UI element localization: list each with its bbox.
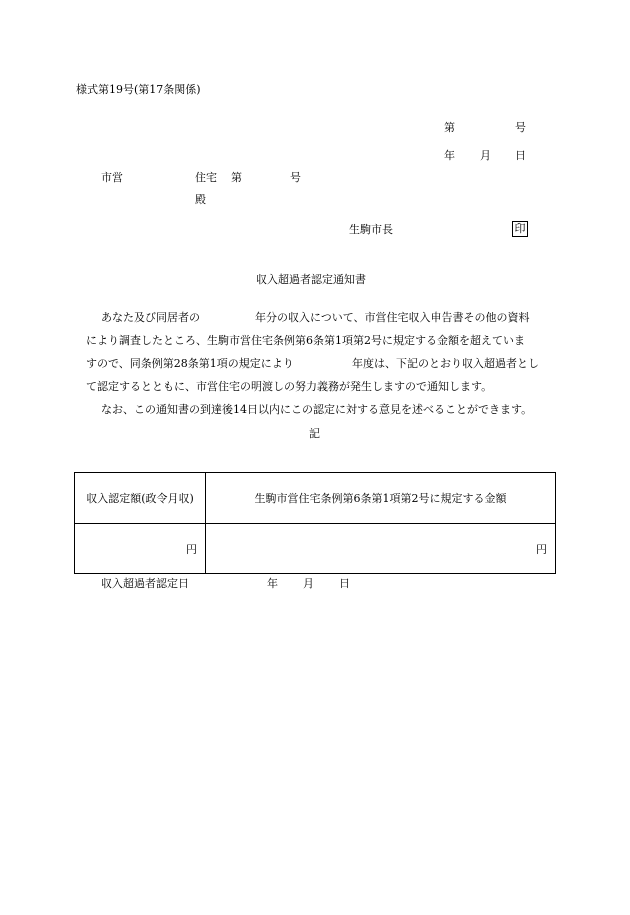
body-line-3b: 年度は、下記のとおり収入超過者とし (352, 357, 539, 370)
cert-date-year: 年 (267, 577, 278, 590)
document-title: 収入超過者認定通知書 (256, 273, 366, 286)
addressee-dai: 第 (231, 171, 242, 184)
date-month: 月 (480, 149, 491, 162)
body-line-1a: あなた及び同居者の (101, 311, 200, 324)
addressee-jutaku: 住宅 (195, 171, 217, 184)
header-ordinance-amount: 生駒市営住宅条例第6条第1項第2号に規定する金額 (206, 473, 556, 524)
cert-date-day: 日 (339, 577, 350, 590)
seal-mark: 印 (512, 221, 528, 237)
table-value-row (75, 524, 556, 574)
body-line-2: により調査したところ、生駒市営住宅条例第6条第1項第2号に規定する金額を超えていま (86, 334, 525, 347)
body-line-1b: 年分の収入について、市営住宅収入申告書その他の資料 (255, 311, 530, 324)
value-income-unit: 円 (75, 524, 206, 574)
header-income-amount: 収入認定額(政令月収) (75, 473, 206, 524)
body-line-5: なお、この通知書の到達後14日以内にこの認定に対する意見を述べることができます。 (101, 403, 533, 416)
doc-number-prefix: 第 (444, 121, 455, 134)
cert-date-label: 収入超過者認定日 (101, 577, 189, 590)
ki-label: 記 (309, 427, 320, 440)
cert-date-month: 月 (303, 577, 314, 590)
doc-number-suffix: 号 (515, 121, 526, 134)
table-header-row (75, 473, 556, 524)
body-line-4: て認定するとともに、市営住宅の明渡しの努力義務が発生しますので通知します。 (86, 380, 493, 393)
form-number: 様式第19号(第17条関係) (76, 83, 201, 96)
income-table (74, 472, 556, 574)
addressee-go: 号 (290, 171, 301, 184)
addressee-honorific: 殿 (195, 193, 206, 206)
body-line-3a: すので、同条例第28条第1項の規定により (86, 357, 294, 370)
date-year: 年 (444, 149, 455, 162)
issuer-name: 生駒市長 (349, 223, 393, 236)
value-ordinance-unit: 円 (206, 524, 556, 574)
date-day: 日 (515, 149, 526, 162)
addressee-shiei: 市営 (101, 171, 123, 184)
